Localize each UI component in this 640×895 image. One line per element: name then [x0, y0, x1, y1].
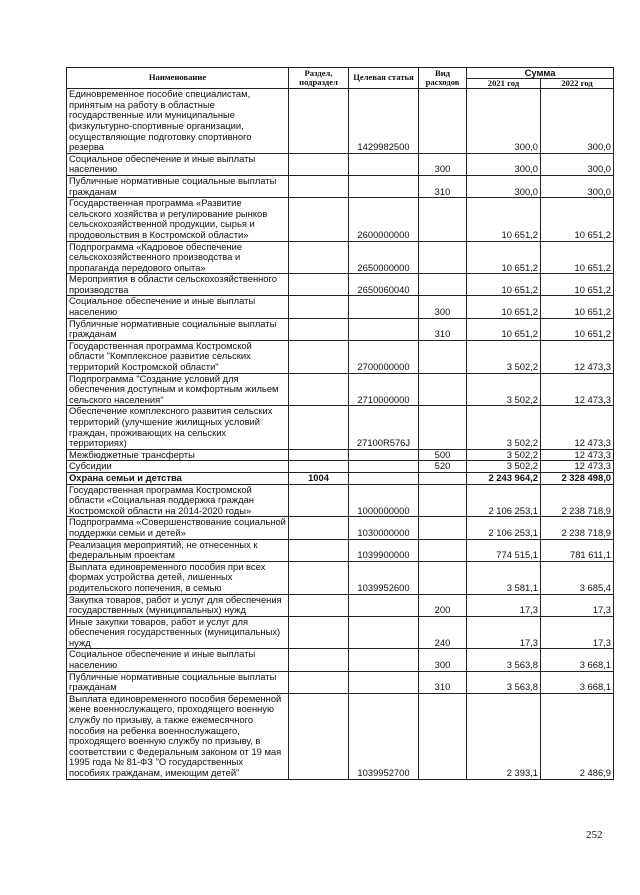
- row-sum-2021: 10 651,2: [467, 318, 541, 340]
- row-section: [289, 649, 349, 671]
- header-year-2021: 2021 год: [467, 78, 541, 89]
- table-row: [67, 153, 614, 175]
- row-sum-2021: 3 502,2: [467, 373, 541, 406]
- row-section: [289, 594, 349, 616]
- row-name: Публичные нормативные социальные выплаты гражданам: [67, 671, 289, 693]
- row-expense-type: 300: [419, 153, 467, 175]
- row-article: 2650060040: [349, 274, 419, 296]
- row-expense-type: [419, 373, 467, 406]
- row-expense-type: 500: [419, 449, 467, 461]
- row-article: 1429982500: [349, 89, 419, 154]
- header-article: Целевая статья: [349, 68, 419, 89]
- table-row: [67, 296, 614, 318]
- table-row: [67, 594, 614, 616]
- row-name: Социальное обеспечение и иные выплаты населению: [67, 296, 289, 318]
- row-name: Социальное обеспечение и иные выплаты населению: [67, 649, 289, 671]
- row-sum-2022: 12 473,3: [541, 461, 614, 473]
- row-name: Подпрограмма "Создание условий для обеспечения доступным и комфортным жильем сельского населения": [67, 373, 289, 406]
- row-name: Выплата единовременного пособия при всех формах устройства детей, лишенных родительского попечения, в семью: [67, 561, 289, 594]
- header-year-2022: 2022 год: [541, 78, 614, 89]
- row-sum-2022: 781 611,1: [541, 539, 614, 561]
- row-name: Единовременное пособие специалистам, принятым на работу в областные государственные или муниципальные физкультурно-спортивные организации, осуществляющие подготовку спортивного резерва: [67, 89, 289, 154]
- header-expense-type: Вид расходов: [419, 68, 467, 89]
- row-sum-2022: 300,0: [541, 175, 614, 197]
- row-section: [289, 274, 349, 296]
- row-sum-2022: 17,3: [541, 616, 614, 649]
- row-name: Публичные нормативные социальные выплаты гражданам: [67, 175, 289, 197]
- row-sum-2021: 10 651,2: [467, 274, 541, 296]
- row-sum-2021: 774 515,1: [467, 539, 541, 561]
- row-expense-type: 520: [419, 461, 467, 473]
- row-name: Подпрограмма «Совершенствование социальной поддержки семьи и детей»: [67, 517, 289, 539]
- header-section: Раздел, подраздел: [289, 68, 349, 89]
- table-row: [67, 693, 614, 779]
- row-sum-2022: 12 473,3: [541, 373, 614, 406]
- row-section: [289, 449, 349, 461]
- page-number: 252: [586, 829, 603, 841]
- row-article: 2700000000: [349, 340, 419, 373]
- row-expense-type: 300: [419, 649, 467, 671]
- table-row: [67, 175, 614, 197]
- table-row: [67, 340, 614, 373]
- row-section: [289, 671, 349, 693]
- row-sum-2022: 3 685,4: [541, 561, 614, 594]
- table-row: [67, 561, 614, 594]
- row-article: [349, 616, 419, 649]
- row-sum-2021: 3 581,1: [467, 561, 541, 594]
- row-name: Государственная программа «Развитие сельского хозяйства и регулирование рынков сельскохозяйственной продукции, сырья и продовольствия в Костромской области»: [67, 198, 289, 241]
- table-row: [67, 616, 614, 649]
- table-row: [67, 241, 614, 274]
- table-row: [67, 274, 614, 296]
- row-name: Социальное обеспечение и иные выплаты населению: [67, 153, 289, 175]
- row-name: Межбюджетные трансферты: [67, 449, 289, 461]
- row-section: [289, 616, 349, 649]
- row-sum-2021: 10 651,2: [467, 241, 541, 274]
- row-name: Выплата единовременного пособия беременной жене военнослужащего, проходящего военную службу по призыву, а также ежемесячного пособия на ребенка военнослужащего, проходящего военную службу по призыву, в соответствии с Федеральным законом от 19 мая 1995 года № 81-ФЗ "О государственных пособиях гражданам, имеющим детей": [67, 693, 289, 779]
- row-sum-2022: 10 651,2: [541, 241, 614, 274]
- row-sum-2022: 3 668,1: [541, 671, 614, 693]
- table-row: [67, 406, 614, 449]
- row-sum-2021: 2 243 964,2: [467, 472, 541, 484]
- row-section: [289, 461, 349, 473]
- row-sum-2021: 300,0: [467, 175, 541, 197]
- row-section: [289, 406, 349, 449]
- row-article: 1039952700: [349, 693, 419, 779]
- row-sum-2022: 2 238 718,9: [541, 517, 614, 539]
- table-row: [67, 539, 614, 561]
- table-row: [67, 517, 614, 539]
- row-section: [289, 153, 349, 175]
- row-expense-type: [419, 539, 467, 561]
- table-body: [67, 89, 614, 779]
- row-expense-type: [419, 241, 467, 274]
- row-sum-2022: 12 473,3: [541, 406, 614, 449]
- table-row: [67, 318, 614, 340]
- table-row: [67, 373, 614, 406]
- row-sum-2021: 3 502,2: [467, 461, 541, 473]
- row-expense-type: [419, 274, 467, 296]
- header-row-1: [67, 68, 614, 79]
- row-article: 1030000000: [349, 517, 419, 539]
- row-article: [349, 153, 419, 175]
- row-sum-2021: 10 651,2: [467, 296, 541, 318]
- row-section: [289, 89, 349, 154]
- row-sum-2021: 2 393,1: [467, 693, 541, 779]
- row-sum-2021: 2 106 253,1: [467, 484, 541, 517]
- row-name: Государственная программа Костромской области "Комплексное развитие сельских территорий Костромской области": [67, 340, 289, 373]
- table-row: [67, 649, 614, 671]
- row-sum-2022: 2 328 498,0: [541, 472, 614, 484]
- row-sum-2022: 300,0: [541, 153, 614, 175]
- row-expense-type: [419, 406, 467, 449]
- row-article: 2650000000: [349, 241, 419, 274]
- row-sum-2021: 17,3: [467, 594, 541, 616]
- row-expense-type: [419, 89, 467, 154]
- row-article: 1039952600: [349, 561, 419, 594]
- row-expense-type: [419, 472, 467, 484]
- row-article: [349, 318, 419, 340]
- row-section: [289, 561, 349, 594]
- row-section: [289, 175, 349, 197]
- row-sum-2021: 3 502,2: [467, 406, 541, 449]
- row-section: [289, 318, 349, 340]
- row-sum-2021: 2 106 253,1: [467, 517, 541, 539]
- row-article: [349, 649, 419, 671]
- row-expense-type: [419, 198, 467, 241]
- row-section: [289, 373, 349, 406]
- row-sum-2021: 3 563,8: [467, 671, 541, 693]
- row-sum-2022: 10 651,2: [541, 318, 614, 340]
- row-sum-2022: 2 486,9: [541, 693, 614, 779]
- row-article: [349, 594, 419, 616]
- table-row: [67, 89, 614, 154]
- row-sum-2022: 300,0: [541, 89, 614, 154]
- row-sum-2022: 3 668,1: [541, 649, 614, 671]
- row-article: [349, 671, 419, 693]
- row-name: Субсидии: [67, 461, 289, 473]
- row-article: [349, 449, 419, 461]
- row-name: Закупка товаров, работ и услуг для обеспечения государственных (муниципальных) нужд: [67, 594, 289, 616]
- budget-table: [66, 67, 614, 780]
- row-sum-2022: 12 473,3: [541, 340, 614, 373]
- row-expense-type: 310: [419, 671, 467, 693]
- row-article: [349, 461, 419, 473]
- row-article: 1000000000: [349, 484, 419, 517]
- header-sum: Сумма: [467, 68, 614, 79]
- row-section: 1004: [289, 472, 349, 484]
- row-section: [289, 484, 349, 517]
- row-section: [289, 517, 349, 539]
- row-section: [289, 198, 349, 241]
- table-row: [67, 461, 614, 473]
- row-name: Подпрограмма «Кадровое обеспечение сельскохозяйственного производства и пропаганда передового опыта»: [67, 241, 289, 274]
- row-section: [289, 340, 349, 373]
- row-expense-type: [419, 484, 467, 517]
- table-row: [67, 449, 614, 461]
- table-row: [67, 472, 614, 484]
- row-article: [349, 472, 419, 484]
- row-sum-2021: 300,0: [467, 153, 541, 175]
- row-sum-2022: 2 238 718,9: [541, 484, 614, 517]
- row-sum-2021: 3 502,2: [467, 449, 541, 461]
- row-name: Мероприятия в области сельскохозяйственного производства: [67, 274, 289, 296]
- row-expense-type: 310: [419, 318, 467, 340]
- row-article: 1039900000: [349, 539, 419, 561]
- row-article: [349, 175, 419, 197]
- row-article: [349, 296, 419, 318]
- table-row: [67, 484, 614, 517]
- row-sum-2022: 10 651,2: [541, 198, 614, 241]
- row-expense-type: [419, 517, 467, 539]
- row-article: 2710000000: [349, 373, 419, 406]
- row-name: Обеспечение комплексного развития сельских территорий (улучшение жилищных условий граждан, проживающих на сельских территориях): [67, 406, 289, 449]
- row-expense-type: [419, 340, 467, 373]
- row-expense-type: 310: [419, 175, 467, 197]
- row-name: Реализация мероприятий, не отнесенных к федеральным проектам: [67, 539, 289, 561]
- row-name: Иные закупки товаров, работ и услуг для обеспечения государственных (муниципальных) нужд: [67, 616, 289, 649]
- row-article: 2600000000: [349, 198, 419, 241]
- row-expense-type: [419, 561, 467, 594]
- row-name: Охрана семьи и детства: [67, 472, 289, 484]
- row-sum-2021: 3 502,2: [467, 340, 541, 373]
- row-sum-2021: 3 563,8: [467, 649, 541, 671]
- table-row: [67, 198, 614, 241]
- row-article: 27100R576J: [349, 406, 419, 449]
- row-name: Государственная программа Костромской области «Социальная поддержка граждан Костромской области на 2014-2020 годы»: [67, 484, 289, 517]
- row-expense-type: 200: [419, 594, 467, 616]
- row-expense-type: [419, 693, 467, 779]
- row-section: [289, 296, 349, 318]
- row-sum-2021: 300,0: [467, 89, 541, 154]
- row-section: [289, 241, 349, 274]
- row-section: [289, 539, 349, 561]
- row-section: [289, 693, 349, 779]
- row-sum-2021: 17,3: [467, 616, 541, 649]
- header-name: Наименование: [67, 68, 289, 89]
- table-row: [67, 671, 614, 693]
- row-sum-2022: 10 651,2: [541, 296, 614, 318]
- row-sum-2021: 10 651,2: [467, 198, 541, 241]
- row-name: Публичные нормативные социальные выплаты гражданам: [67, 318, 289, 340]
- row-sum-2022: 10 651,2: [541, 274, 614, 296]
- row-sum-2022: 17,3: [541, 594, 614, 616]
- row-expense-type: 300: [419, 296, 467, 318]
- row-sum-2022: 12 473,3: [541, 449, 614, 461]
- row-expense-type: 240: [419, 616, 467, 649]
